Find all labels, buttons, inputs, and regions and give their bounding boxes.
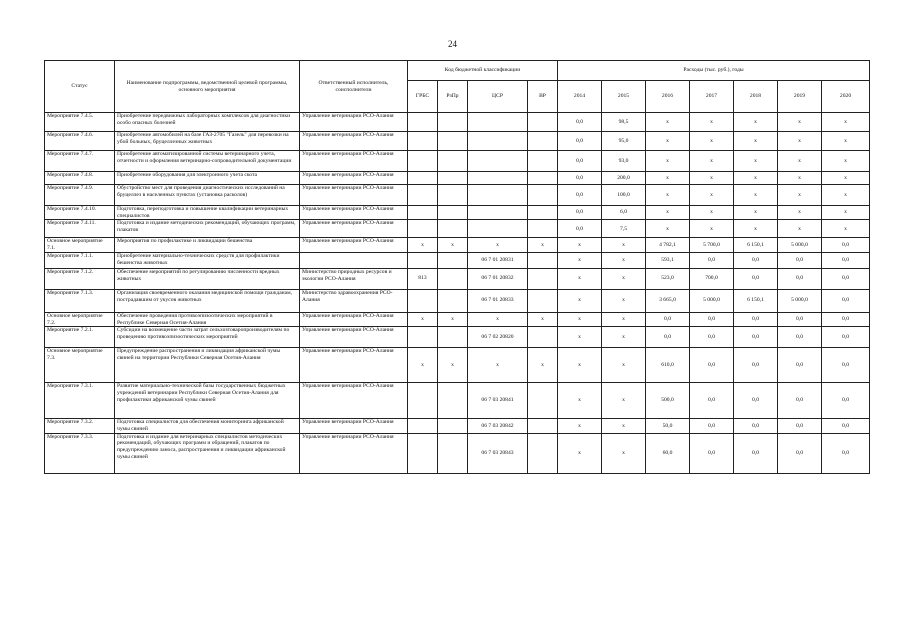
value-cell: 60,0 <box>646 433 690 473</box>
value-cell: х <box>646 172 690 185</box>
value-cell: х <box>778 172 822 185</box>
name-cell: Приобретение оборудования для электронного учета скота <box>115 172 300 185</box>
value-cell: х <box>558 327 602 348</box>
table-row <box>45 433 870 473</box>
value-cell: х <box>778 132 822 151</box>
grbs-cell <box>408 185 438 206</box>
grbs-cell <box>408 151 438 172</box>
executor-cell: Министерство природных ресурсов и экологии РСО-Алания <box>300 268 408 289</box>
name-cell: Приобретение передвижных лабораторных комплексов для диагностики особо опасных болезней <box>115 113 300 132</box>
grbs-cell <box>408 419 438 433</box>
status-cell: Мероприятие 7.4.5. <box>45 113 115 132</box>
table-row <box>45 172 870 185</box>
value-cell: 0,0 <box>778 419 822 433</box>
name-cell: Приобретение материально-технических средств для профилактики бешенства животных <box>115 252 300 268</box>
header-code-col: ГРБС <box>408 81 438 113</box>
value-cell: 0,0 <box>734 348 778 383</box>
value-cell: 5 700,0 <box>690 238 734 252</box>
value-cell: х <box>602 383 646 419</box>
name-cell: Подготовка и издание для ветеринарных специалистов методических рекомендаций, обучающих программ и обращений, плакатов по предупреждению заноса, распространения и ликвидации африканской чумы свиней <box>115 433 300 473</box>
value-cell: 3 665,0 <box>646 289 690 312</box>
name-cell: Субсидии на возмещение части затрат сельхозтоваропроизводителям по проведению противоэпизоотических мероприятий <box>115 327 300 348</box>
value-cell: х <box>558 289 602 312</box>
value-cell: х <box>558 433 602 473</box>
value-cell: х <box>602 312 646 326</box>
rzpr-cell <box>438 268 468 289</box>
value-cell: 0,0 <box>822 327 870 348</box>
status-cell: Мероприятие 7.3.3. <box>45 433 115 473</box>
value-cell: х <box>778 206 822 220</box>
grbs-cell <box>408 206 438 220</box>
csr-cell <box>468 113 528 132</box>
table-row <box>45 252 870 268</box>
executor-cell: Управление ветеринарии РСО-Алания <box>300 327 408 348</box>
value-cell: 98,5 <box>602 113 646 132</box>
vr-cell <box>528 185 558 206</box>
table-row <box>45 185 870 206</box>
rzpr-cell <box>438 383 468 419</box>
value-cell: 0,0 <box>646 327 690 348</box>
header-code-col: РзПр <box>438 81 468 113</box>
value-cell: 4 782,1 <box>646 238 690 252</box>
status-cell: Мероприятие 7.1.3. <box>45 289 115 312</box>
value-cell: 0,0 <box>734 383 778 419</box>
value-cell: 7,5 <box>602 220 646 238</box>
value-cell: х <box>602 348 646 383</box>
value-cell: 5 000,0 <box>778 238 822 252</box>
value-cell: 523,0 <box>646 268 690 289</box>
value-cell: 0,0 <box>778 348 822 383</box>
status-cell: Мероприятие 7.4.9. <box>45 185 115 206</box>
executor-cell: Управление ветеринарии РСО-Алания <box>300 113 408 132</box>
value-cell: 593,1 <box>646 252 690 268</box>
csr-cell: 06 7 03 20843 <box>468 433 528 473</box>
status-cell: Мероприятие 7.4.8. <box>45 172 115 185</box>
value-cell: 0,0 <box>734 312 778 326</box>
value-cell: 0,0 <box>734 433 778 473</box>
name-cell: Развитие материально-технической базы государственных бюджетных учреждений ветеринарии Республики Северная Осетия-Алания для профилактики африканской чумы свиней <box>115 383 300 419</box>
value-cell: 0,0 <box>778 327 822 348</box>
value-cell: х <box>558 419 602 433</box>
value-cell: х <box>558 252 602 268</box>
executor-cell: Управление ветеринарии РСО-Алания <box>300 185 408 206</box>
value-cell: х <box>778 113 822 132</box>
rzpr-cell <box>438 132 468 151</box>
value-cell: х <box>822 172 870 185</box>
name-cell: Обеспечение мероприятий по регулированию численности вредных животных <box>115 268 300 289</box>
value-cell: 0,0 <box>558 151 602 172</box>
csr-cell <box>468 185 528 206</box>
value-cell: х <box>734 151 778 172</box>
name-cell: Подготовка специалистов для обеспечения мониторинга африканской чумы свиней <box>115 419 300 433</box>
grbs-cell <box>408 252 438 268</box>
status-cell: Мероприятие 7.3.1. <box>45 383 115 419</box>
value-cell: 0,0 <box>558 172 602 185</box>
value-cell: 6 150,1 <box>734 289 778 312</box>
header-year: 2014 <box>558 81 602 113</box>
name-cell: Подготовка, переподготовка и повышение квалификации ветеринарных специалистов <box>115 206 300 220</box>
name-cell: Обустройство мест для проведения диагностических исследований на бруцеллез в населенных пунктах (установка расколов) <box>115 185 300 206</box>
csr-cell <box>468 132 528 151</box>
grbs-cell: х <box>408 238 438 252</box>
name-cell: Предупреждение распространения и ликвидация африканской чумы свиней на территории Республики Северная Осетия-Алания <box>115 348 300 383</box>
value-cell: х <box>734 113 778 132</box>
header-year: 2020 <box>822 81 870 113</box>
name-cell: Подготовка и издание методических рекомендаций, обучающих программ, плакатов <box>115 220 300 238</box>
vr-cell <box>528 327 558 348</box>
csr-cell <box>468 151 528 172</box>
value-cell: 0,0 <box>734 268 778 289</box>
value-cell: х <box>822 113 870 132</box>
grbs-cell: х <box>408 312 438 326</box>
value-cell: 0,0 <box>690 433 734 473</box>
executor-cell: Управление ветеринарии РСО-Алания <box>300 151 408 172</box>
value-cell: х <box>558 348 602 383</box>
value-cell: х <box>822 185 870 206</box>
header-code-col: ЦСР <box>468 81 528 113</box>
rzpr-cell <box>438 289 468 312</box>
csr-cell <box>468 220 528 238</box>
value-cell: х <box>602 327 646 348</box>
csr-cell: 06 7 02 20820 <box>468 327 528 348</box>
grbs-cell <box>408 113 438 132</box>
vr-cell <box>528 268 558 289</box>
value-cell: 0,0 <box>734 327 778 348</box>
table-row <box>45 268 870 289</box>
table-row <box>45 289 870 312</box>
value-cell: х <box>558 268 602 289</box>
value-cell: 700,0 <box>690 268 734 289</box>
name-cell: Приобретение автоматизированной системы ветеринарного учета, отчетности и оформления ветеринарно-сопроводительной документации <box>115 151 300 172</box>
rzpr-cell <box>438 433 468 473</box>
rzpr-cell: х <box>438 312 468 326</box>
value-cell: 0,0 <box>690 383 734 419</box>
csr-cell: 06 7 03 20842 <box>468 419 528 433</box>
vr-cell: х <box>528 238 558 252</box>
value-cell: 5 000,0 <box>778 289 822 312</box>
value-cell: х <box>646 185 690 206</box>
status-cell: Мероприятие 7.4.6. <box>45 132 115 151</box>
value-cell: 0,0 <box>558 206 602 220</box>
grbs-cell: х <box>408 348 438 383</box>
value-cell: х <box>646 132 690 151</box>
header-year: 2015 <box>602 81 646 113</box>
value-cell: 95,0 <box>602 132 646 151</box>
value-cell: 610,0 <box>646 348 690 383</box>
value-cell: 0,0 <box>558 220 602 238</box>
rzpr-cell <box>438 252 468 268</box>
rzpr-cell <box>438 172 468 185</box>
value-cell: 5 000,0 <box>690 289 734 312</box>
vr-cell <box>528 113 558 132</box>
value-cell: х <box>646 113 690 132</box>
value-cell: 6 150,1 <box>734 238 778 252</box>
value-cell: х <box>558 238 602 252</box>
table-row <box>45 312 870 326</box>
vr-cell <box>528 289 558 312</box>
value-cell: х <box>602 433 646 473</box>
csr-cell <box>468 172 528 185</box>
table-row <box>45 206 870 220</box>
executor-cell: Управление ветеринарии РСО-Алания <box>300 238 408 252</box>
vr-cell: х <box>528 348 558 383</box>
header-status: Статус <box>45 61 115 113</box>
header-code-col: ВР <box>528 81 558 113</box>
value-cell: х <box>690 132 734 151</box>
value-cell: х <box>558 383 602 419</box>
value-cell: х <box>690 151 734 172</box>
value-cell: х <box>822 220 870 238</box>
executor-cell: Управление ветеринарии РСО-Алания <box>300 132 408 151</box>
value-cell: 0,0 <box>690 252 734 268</box>
grbs-cell <box>408 383 438 419</box>
value-cell: 0,0 <box>822 252 870 268</box>
value-cell: 0,0 <box>690 348 734 383</box>
status-cell: Мероприятие 7.2.1. <box>45 327 115 348</box>
value-cell: 0,0 <box>690 419 734 433</box>
value-cell: 0,0 <box>646 312 690 326</box>
value-cell: х <box>690 113 734 132</box>
value-cell: 200,0 <box>602 172 646 185</box>
value-cell: х <box>690 220 734 238</box>
grbs-cell <box>408 172 438 185</box>
vr-cell <box>528 220 558 238</box>
value-cell: 0,0 <box>690 312 734 326</box>
table-row <box>45 383 870 419</box>
executor-cell: Управление ветеринарии РСО-Алания <box>300 206 408 220</box>
table-row <box>45 220 870 238</box>
value-cell: 0,0 <box>778 268 822 289</box>
value-cell: х <box>734 132 778 151</box>
table-row <box>45 238 870 252</box>
value-cell: 0,0 <box>778 383 822 419</box>
name-cell: Организация своевременного оказания медицинской помощи гражданам, пострадавшим от укусов животных <box>115 289 300 312</box>
status-cell: Мероприятие 7.3.2. <box>45 419 115 433</box>
vr-cell <box>528 172 558 185</box>
value-cell: х <box>822 151 870 172</box>
grbs-cell <box>408 132 438 151</box>
value-cell: х <box>558 312 602 326</box>
executor-cell: Управление ветеринарии РСО-Алания <box>300 348 408 383</box>
value-cell: х <box>646 206 690 220</box>
value-cell: х <box>602 419 646 433</box>
value-cell: х <box>778 185 822 206</box>
table-row <box>45 327 870 348</box>
value-cell: 100,0 <box>602 185 646 206</box>
value-cell: х <box>734 185 778 206</box>
status-cell: Мероприятие 7.4.11. <box>45 220 115 238</box>
value-cell: х <box>602 289 646 312</box>
rzpr-cell <box>438 327 468 348</box>
grbs-cell: 813 <box>408 268 438 289</box>
rzpr-cell <box>438 185 468 206</box>
table-row <box>45 419 870 433</box>
page-number: 24 <box>448 39 457 49</box>
executor-cell: Министерство здравоохранения РСО-Алания <box>300 289 408 312</box>
vr-cell <box>528 383 558 419</box>
name-cell: Мероприятия по профилактике и ликвидации бешенства <box>115 238 300 252</box>
header-budget-code: Код бюджетной классификации <box>408 61 558 81</box>
value-cell: 0,0 <box>822 238 870 252</box>
value-cell: х <box>822 132 870 151</box>
value-cell: 0,0 <box>558 113 602 132</box>
rzpr-cell <box>438 206 468 220</box>
vr-cell <box>528 252 558 268</box>
rzpr-cell <box>438 419 468 433</box>
table-row <box>45 113 870 132</box>
vr-cell <box>528 419 558 433</box>
csr-cell: 06 7 01 20831 <box>468 252 528 268</box>
status-cell: Мероприятие 7.1.2. <box>45 268 115 289</box>
value-cell: 0,0 <box>822 348 870 383</box>
executor-cell: Управление ветеринарии РСО-Алания <box>300 312 408 326</box>
vr-cell: х <box>528 312 558 326</box>
csr-cell <box>468 206 528 220</box>
grbs-cell <box>408 327 438 348</box>
expenses-table <box>44 60 870 474</box>
value-cell: х <box>602 252 646 268</box>
status-cell: Мероприятие 7.4.10. <box>45 206 115 220</box>
value-cell: 6,0 <box>602 206 646 220</box>
value-cell: 500,0 <box>646 383 690 419</box>
value-cell: х <box>690 172 734 185</box>
table-row <box>45 348 870 383</box>
csr-cell: 06 7 03 20841 <box>468 383 528 419</box>
rzpr-cell: х <box>438 348 468 383</box>
table-row <box>45 151 870 172</box>
header-year: 2019 <box>778 81 822 113</box>
executor-cell: Управление ветеринарии РСО-Алания <box>300 172 408 185</box>
rzpr-cell: х <box>438 238 468 252</box>
value-cell: х <box>778 151 822 172</box>
value-cell: 0,0 <box>778 312 822 326</box>
header-name: Наименование подпрограммы, ведомственной целевой программы, основного мероприятия <box>115 61 300 113</box>
value-cell: х <box>734 220 778 238</box>
csr-cell: х <box>468 312 528 326</box>
executor-cell <box>300 252 408 268</box>
value-cell: х <box>778 220 822 238</box>
value-cell: х <box>646 220 690 238</box>
header-expenses: Расходы (тыс. руб.), годы <box>558 61 870 81</box>
name-cell: Приобретение автомобилей на базе ГАЗ-2705 "Газель" для перевозки на убой больных, бруцеллезных животных <box>115 132 300 151</box>
grbs-cell <box>408 289 438 312</box>
vr-cell <box>528 433 558 473</box>
value-cell: х <box>690 185 734 206</box>
grbs-cell <box>408 220 438 238</box>
value-cell: 0,0 <box>822 312 870 326</box>
value-cell: 50,0 <box>646 419 690 433</box>
status-cell: Мероприятие 7.1.1. <box>45 252 115 268</box>
executor-cell: Управление ветеринарии РСО-Алания <box>300 383 408 419</box>
header-executor: Ответственный исполнитель, соисполнители <box>300 61 408 113</box>
grbs-cell <box>408 433 438 473</box>
value-cell: 0,0 <box>690 327 734 348</box>
value-cell: х <box>602 268 646 289</box>
header-year: 2017 <box>690 81 734 113</box>
name-cell: Обеспечение проведения противоэпизоотических мероприятий в Республике Северная Осетия-Алания <box>115 312 300 326</box>
vr-cell <box>528 132 558 151</box>
value-cell: 0,0 <box>778 433 822 473</box>
rzpr-cell <box>438 151 468 172</box>
status-cell: Мероприятие 7.4.7. <box>45 151 115 172</box>
value-cell: 0,0 <box>734 419 778 433</box>
value-cell: х <box>734 206 778 220</box>
value-cell: 0,0 <box>822 268 870 289</box>
status-cell: Основное мероприятие 7.2. <box>45 312 115 326</box>
status-cell: Основное мероприятие 7.1. <box>45 238 115 252</box>
csr-cell: х <box>468 238 528 252</box>
csr-cell: 06 7 01 20832 <box>468 268 528 289</box>
value-cell: 0,0 <box>822 289 870 312</box>
value-cell: 0,0 <box>778 252 822 268</box>
value-cell: 0,0 <box>822 419 870 433</box>
header-year: 2018 <box>734 81 778 113</box>
table-row <box>45 132 870 151</box>
value-cell: х <box>602 238 646 252</box>
header-year: 2016 <box>646 81 690 113</box>
value-cell: х <box>734 172 778 185</box>
executor-cell: Управление ветеринарии РСО-Алания <box>300 419 408 433</box>
executor-cell: Управление ветеринарии РСО-Алания <box>300 433 408 473</box>
value-cell: х <box>690 206 734 220</box>
value-cell: 93,0 <box>602 151 646 172</box>
value-cell: х <box>646 151 690 172</box>
vr-cell <box>528 151 558 172</box>
executor-cell: Управление ветеринарии РСО-Алания <box>300 220 408 238</box>
rzpr-cell <box>438 113 468 132</box>
vr-cell <box>528 206 558 220</box>
status-cell: Основное мероприятие 7.3. <box>45 348 115 383</box>
value-cell: 0,0 <box>822 383 870 419</box>
value-cell: х <box>822 206 870 220</box>
value-cell: 0,0 <box>558 132 602 151</box>
rzpr-cell <box>438 220 468 238</box>
csr-cell: х <box>468 348 528 383</box>
value-cell: 0,0 <box>558 185 602 206</box>
value-cell: 0,0 <box>734 252 778 268</box>
csr-cell: 06 7 01 20833 <box>468 289 528 312</box>
value-cell: 0,0 <box>822 433 870 473</box>
